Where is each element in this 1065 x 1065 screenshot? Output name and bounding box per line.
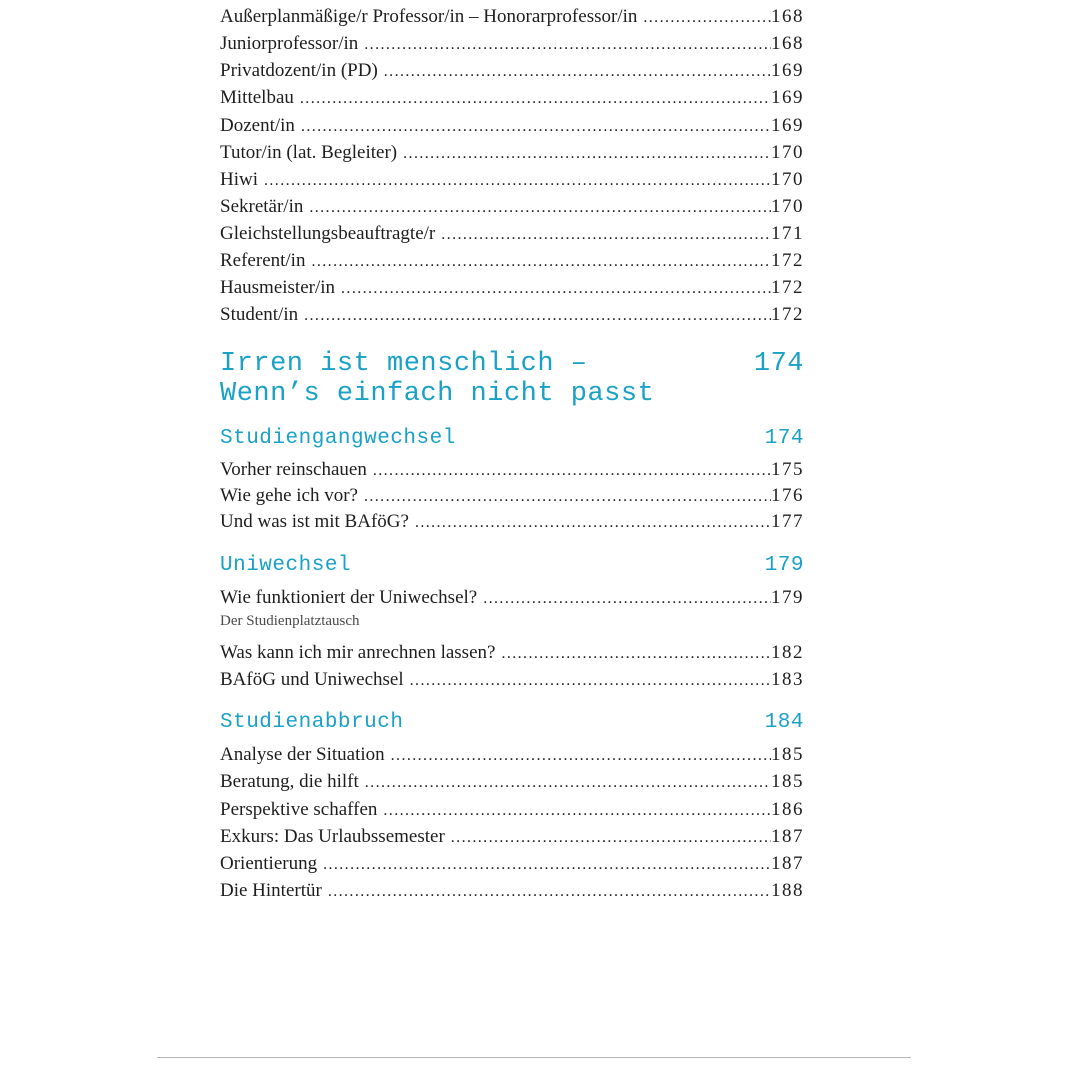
- toc-entry-title: Privatdozent/in (PD): [220, 60, 378, 81]
- toc-entry-page: 170: [771, 142, 804, 163]
- toc-entry: [220, 57, 804, 84]
- toc-entry: [220, 139, 804, 166]
- toc-entry: [220, 639, 804, 666]
- section-title: Uniwechsel: [220, 554, 352, 577]
- toc-entry-page: 185: [771, 744, 804, 765]
- section-title: Studiengangwechsel: [220, 427, 456, 450]
- toc-entry-page: 182: [771, 642, 804, 663]
- toc-entry-page: 170: [771, 196, 804, 217]
- toc-entry-title: Analyse der Situation: [220, 744, 385, 765]
- toc-entry-title: Beratung, die hilft: [220, 771, 359, 792]
- toc-entry-page: 172: [771, 304, 804, 325]
- toc-entry-title: Was kann ich mir anrechnen lassen?: [220, 642, 496, 663]
- toc-entry: [220, 482, 804, 509]
- toc-entry-page: 175: [771, 459, 804, 480]
- toc-entry: [220, 166, 804, 193]
- toc-entry-title: Orientierung: [220, 853, 318, 874]
- toc-entry-page: 169: [771, 115, 804, 136]
- section-heading: [220, 426, 804, 452]
- toc-entry-title: Tutor/in (lat. Begleiter): [220, 142, 398, 163]
- toc-entry-page: 168: [771, 33, 804, 54]
- dot-leader: [341, 275, 771, 302]
- dot-leader: [501, 640, 771, 667]
- dot-leader: [483, 585, 771, 612]
- toc-entry-page: 185: [771, 771, 804, 792]
- toc-entry-page: 177: [771, 511, 804, 532]
- toc-entry-title: Juniorprofessor/in: [220, 33, 359, 54]
- toc-entry: [220, 850, 804, 877]
- dot-leader: [383, 797, 771, 824]
- dot-leader: [323, 851, 771, 878]
- toc-entry: [220, 220, 804, 247]
- toc-entry-page: 170: [771, 169, 804, 190]
- dot-leader: [643, 4, 771, 31]
- dot-leader: [364, 31, 771, 58]
- section-heading: [220, 553, 804, 579]
- toc-entry: [220, 768, 804, 795]
- toc-entry-page: 187: [771, 826, 804, 847]
- toc-entry: [220, 193, 804, 220]
- toc-entry-page: 169: [771, 87, 804, 108]
- toc-entry-title: Sekretär/in: [220, 196, 304, 217]
- toc-entry-title: Dozent/in: [220, 115, 295, 136]
- toc-entry-title: Vorher reinschauen: [220, 459, 367, 480]
- toc-entry-title: Außerplanmäßige/r Professor/in – Honorarprofessor/in: [220, 6, 638, 27]
- dot-leader: [441, 221, 771, 248]
- toc-entry-title: Gleichstellungsbeauftragte/r: [220, 223, 436, 244]
- chapter-page: 174: [753, 349, 804, 379]
- dot-leader: [309, 194, 771, 221]
- toc-entry: [220, 84, 804, 111]
- toc-entry: [220, 30, 804, 57]
- toc-entry: [220, 508, 804, 535]
- page-bottom-rule: [157, 1057, 911, 1058]
- toc-entry: [220, 877, 804, 904]
- toc-entry-page: 171: [771, 223, 804, 244]
- dot-leader: [403, 140, 771, 167]
- toc-entry: [220, 112, 804, 139]
- section-page: 179: [764, 554, 804, 577]
- dot-leader: [300, 85, 771, 112]
- toc-entry-title: Exkurs: Das Urlaubssemester: [220, 826, 445, 847]
- toc-entry-title: Student/in: [220, 304, 299, 325]
- toc-entry-title: Und was ist mit BAföG?: [220, 511, 409, 532]
- dot-leader: [410, 667, 771, 694]
- toc-entry-page: 169: [771, 60, 804, 81]
- toc-entry-title: BAföG und Uniwechsel: [220, 669, 404, 690]
- dot-leader: [384, 58, 771, 85]
- toc-entry-title: Wie funktioniert der Uniwechsel?: [220, 587, 478, 608]
- dot-leader: [301, 113, 771, 140]
- toc-entry: [220, 823, 804, 850]
- toc-entry-title: Perspektive schaffen: [220, 799, 378, 820]
- toc-entry: [220, 796, 804, 823]
- dot-leader: [328, 878, 771, 905]
- section-page: 184: [764, 711, 804, 734]
- toc-entry-page: 179: [771, 587, 804, 608]
- section-heading: [220, 710, 804, 736]
- dot-leader: [373, 457, 771, 484]
- toc-entry-page: 172: [771, 277, 804, 298]
- dot-leader: [365, 769, 771, 796]
- dot-leader: [264, 167, 771, 194]
- toc-entry: [220, 456, 804, 483]
- toc-entry-page: 168: [771, 6, 804, 27]
- chapter-title-line1: Irren ist menschlich –: [220, 349, 588, 379]
- toc-entry: [220, 301, 804, 328]
- section-page: 174: [764, 427, 804, 450]
- dot-leader: [311, 248, 771, 275]
- toc-entry-title: Die Hintertür: [220, 880, 322, 901]
- toc-entry: [220, 666, 804, 693]
- toc-entry: [220, 247, 804, 274]
- toc-entry-title: Referent/in: [220, 250, 306, 271]
- toc-entry: [220, 741, 804, 768]
- toc-entry-page: 172: [771, 250, 804, 271]
- toc-entry-page: 187: [771, 853, 804, 874]
- dot-leader: [304, 302, 771, 329]
- toc-entry-page: 183: [771, 669, 804, 690]
- dot-leader: [391, 742, 771, 769]
- section-title: Studienabbruch: [220, 711, 404, 734]
- dot-leader: [415, 509, 771, 536]
- toc-entry-title: Mittelbau: [220, 87, 294, 108]
- chapter-heading: [220, 349, 804, 409]
- toc-entry: [220, 274, 804, 301]
- toc-entry-title: Hiwi: [220, 169, 258, 190]
- toc-subentry: Der Studienplatztausch: [220, 613, 360, 629]
- toc-entry-page: 188: [771, 880, 804, 901]
- dot-leader: [364, 483, 771, 510]
- toc-entry-title: Hausmeister/in: [220, 277, 336, 298]
- toc-entry: [220, 3, 804, 30]
- toc-entry-page: 176: [771, 485, 804, 506]
- toc-entry-page: 186: [771, 799, 804, 820]
- toc-entry: [220, 584, 804, 611]
- chapter-title-line2: Wenn’s einfach nicht passt: [220, 379, 655, 409]
- dot-leader: [451, 824, 771, 851]
- toc-entry-title: Wie gehe ich vor?: [220, 485, 358, 506]
